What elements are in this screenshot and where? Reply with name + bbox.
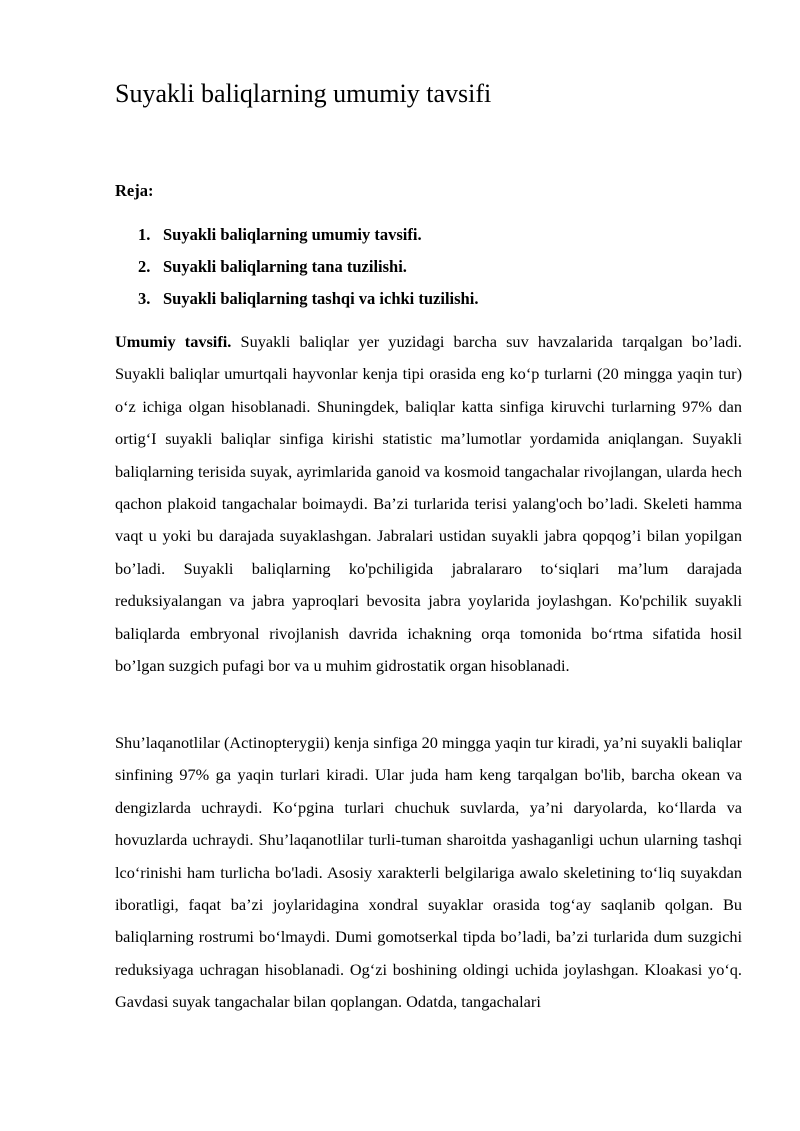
- paragraph-body: Suyakli baliqlar yer yuzidagi barcha suv havzalarida tarqalgan bo’ladi. Suyakli baliqlar umurtqali hayvonlar kenja tipi orasida eng ko‘p turlarni (20 mingga yaqin tur) o‘z ichiga olgan hisoblanadi. Shuningdek, baliqlar katta sinfiga kiruvchi turlarning 97% dan ortig‘I suyakli baliqlar sinfiga kirishi statistic ma’lumotlar yordamida aniqlangan. Suyakli baliqlarning terisida suyak, ayrimlarida ganoid va kosmoid tangachalar rivojlangan, ularda hech qachon plakoid tangachalar boimaydi. Ba’zi turlarida terisi yalang'och bo’ladi. Skeleti hamma vaqt u yoki bu darajada suyaklashgan. Jabralari ustidan suyakli jabra qopqog’i bilan yopilgan bo’ladi. Suyakli baliqlarning ko'pchiligida jabralararo to‘siqlari ma’lum darajada reduksiyalangan va jabra yaproqlari bevosita jabra yoylarida joylashgan. Ko'pchilik suyakli baliqlarda embryonal rivojlanish davrida ichakning orqa tomonida bo‘rtma sifatida hosil bo’lgan suzgich pufagi bor va u muhim gidrostatik organ hisoblanadi.: [115, 332, 742, 676]
- plan-item-text: Suyakli baliqlarning umumiy tavsifi.: [163, 225, 422, 244]
- plan-item: [138, 224, 478, 256]
- plan-item-text: Suyakli baliqlarning tana tuzilishi.: [163, 257, 407, 276]
- plan-heading: Reja:: [115, 181, 154, 200]
- plan-list: [138, 224, 478, 320]
- plan-item: [138, 256, 478, 288]
- paragraph-actinopterygii: Shu’laqanotlilar (Actinopterygii) kenja sinfiga 20 mingga yaqin tur kiradi, ya’ni suyakli baliqlar sinfining 97% ga yaqin turlari kiradi. Ular juda ham keng tarqalgan bo'lib, barcha okean va dengizlarda uchraydi. Ko‘pgina turlari chuchuk suvlarda, ya’ni daryolarda, ko‘llarda va hovuzlarda uchraydi. Shu’laqanotlilar turli-tuman sharoitda yashaganligi uchun ularning tashqi lco‘rinishi ham turlicha bo'ladi. Asosiy xarakterli belgilariga awalo skeletining to‘liq suyakdan iboratligi, faqat ba’zi joylaridagina xondral suyaklar orasida tog‘ay saqlanib qolgan. Bu baliqlarning rostrumi bo‘lmaydi. Dumi gomotserkal tipda bo’ladi, ba’zi turlarida dum suzgichi reduksiyaga uchragan hisoblanadi. Og‘zi boshining oldingi uchida joylashgan. Kloakasi yo‘q. Gavdasi suyak tangachalar bilan qoplangan. Odatda, tangachalari: [115, 733, 742, 1012]
- paragraph-general-description: [115, 326, 742, 682]
- plan-item-number: 1.: [138, 225, 151, 244]
- plan-item-number: 3.: [138, 289, 151, 308]
- plan-item-text: Suyakli baliqlarning tashqi va ichki tuzilishi.: [163, 289, 479, 308]
- paragraph-lead: Umumiy tavsifi.: [115, 332, 232, 351]
- plan-item: [138, 288, 478, 320]
- plan-item-number: 2.: [138, 257, 151, 276]
- document-title: Suyakli baliqlarning umumiy tavsifi: [115, 79, 492, 108]
